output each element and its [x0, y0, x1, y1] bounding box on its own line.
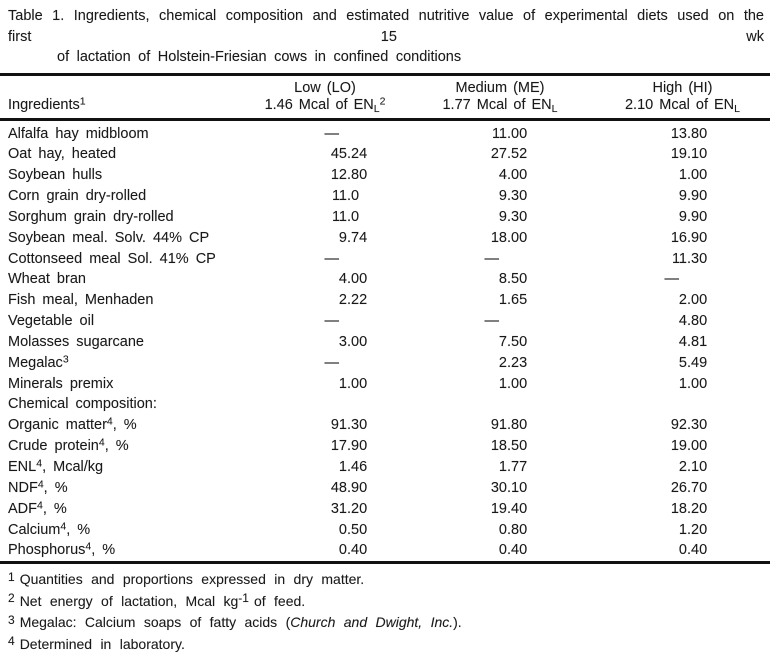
- value-cell-medium: [460, 249, 640, 270]
- value-cell-high: [640, 499, 770, 520]
- value-int-part: —: [484, 250, 499, 267]
- ingredient-cell: Cottonseed meal Sol. 41% CP: [8, 250, 216, 267]
- table-body: [0, 121, 770, 562]
- value-frac-part: .22: [347, 292, 368, 309]
- value-int-part: 1: [678, 375, 687, 392]
- value-cell-high: [640, 144, 770, 165]
- value-int-part: 0: [498, 521, 507, 538]
- ingredient-cell: Corn grain dry-rolled: [8, 188, 147, 205]
- value-cell-medium: [460, 207, 640, 228]
- value-frac-part: .50: [507, 438, 528, 455]
- value-cell-high: [640, 207, 770, 228]
- ingredient-cell: ADF$^4$, %: [8, 499, 67, 517]
- value-frac-part: .30: [507, 208, 528, 225]
- value-cell-high: [640, 165, 770, 186]
- value-frac-part: .65: [507, 292, 528, 309]
- value-cell-high: [640, 269, 770, 290]
- value-cell-low: [300, 540, 460, 561]
- value-cell-medium: [460, 394, 640, 415]
- value-cell-high: [640, 436, 770, 457]
- value-int-part: 19: [670, 438, 687, 455]
- value-cell-low: [300, 394, 460, 415]
- value-int-part: 19: [670, 146, 687, 163]
- value-int-part: —: [324, 125, 339, 142]
- value-frac-part: .50: [507, 333, 528, 350]
- value-frac-part: .00: [507, 125, 528, 142]
- value-frac-part: .90: [687, 188, 708, 205]
- ingredient-cell: Alfalfa hay midbloom: [8, 125, 149, 142]
- value-int-part: 1: [338, 375, 347, 392]
- value-frac-part: [347, 249, 460, 270]
- value-cell-low: [300, 374, 460, 395]
- table-row: [0, 144, 770, 165]
- table-row: [0, 520, 770, 541]
- table-caption: [0, 0, 770, 68]
- value-int-part: 1: [498, 459, 507, 475]
- value-frac-part: .20: [687, 500, 708, 517]
- value-int-part: 92: [670, 417, 687, 434]
- value-frac-part: .80: [507, 521, 528, 538]
- value-cell-medium: [460, 165, 640, 186]
- value-cell-low: [300, 478, 460, 499]
- footnote-1: $^1$ Quantities and proportions expressed in dry matter.: [8, 569, 365, 588]
- value-frac-part: .24: [347, 146, 368, 163]
- value-int-part: 4: [678, 333, 687, 350]
- value-cell-medium: [460, 540, 640, 561]
- table-row: [0, 124, 770, 145]
- value-frac-part: .50: [347, 521, 368, 538]
- value-cell-medium: [460, 228, 640, 249]
- value-frac-part: .40: [687, 542, 708, 559]
- value-int-part: 12: [330, 167, 347, 184]
- value-int-part: 27: [490, 146, 507, 163]
- value-int-part: 9: [678, 208, 687, 225]
- value-int-part: 26: [670, 479, 687, 496]
- footnote-3: $^3$ Megalac: Calcium soaps of fatty acids (Church and Dwight, Inc.).: [8, 612, 462, 631]
- value-cell-high: [640, 478, 770, 499]
- value-int-part: 17: [330, 438, 347, 455]
- value-int-part: 2: [678, 459, 687, 475]
- value-int-part: 18: [490, 229, 507, 246]
- value-cell-low: [300, 436, 460, 457]
- value-cell-low: [300, 499, 460, 520]
- value-frac-part: .30: [507, 188, 528, 205]
- value-frac-part: .00: [507, 375, 528, 392]
- value-int-part: 1: [678, 521, 687, 538]
- footnote-2: $^2$ Net energy of lactation, Mcal $kg^{-1}$ of feed.: [8, 591, 306, 609]
- table-row: [0, 478, 770, 499]
- value-frac-part: .00: [347, 271, 368, 288]
- value-int-part: 31: [330, 500, 347, 517]
- value-cell-low: [300, 228, 460, 249]
- value-int-part: 11: [331, 208, 347, 225]
- value-frac-part: .00: [347, 333, 368, 350]
- ingredient-cell: Chemical composition:: [8, 396, 157, 413]
- value-cell-high: [640, 228, 770, 249]
- value-frac-part: .20: [687, 521, 708, 538]
- ingredient-cell: NDF$^4$, %: [8, 478, 68, 496]
- section-row: [0, 394, 770, 415]
- value-int-part: 1: [498, 292, 507, 309]
- value-int-part: 18: [490, 438, 507, 455]
- value-frac-part: .77: [507, 459, 528, 475]
- value-cell-medium: [460, 124, 640, 145]
- value-frac-part: .52: [507, 146, 528, 163]
- value-frac-part: .80: [347, 167, 368, 184]
- value-cell-medium: [460, 499, 640, 520]
- value-int-part: 9: [498, 188, 507, 205]
- header-col-high-name: High (HI): [652, 79, 713, 96]
- value-int-part: 2: [678, 292, 687, 309]
- value-cell-medium: [460, 520, 640, 541]
- value-int-part: 45: [330, 146, 347, 163]
- header-col-medium-name: Medium (ME): [455, 79, 545, 96]
- table-row: [0, 165, 770, 186]
- table-row: [0, 415, 770, 436]
- footnotes: [0, 564, 770, 655]
- value-frac-part: .30: [687, 250, 708, 267]
- value-int-part: 91: [490, 417, 507, 434]
- value-cell-high: [640, 520, 770, 541]
- value-frac-part: .00: [507, 229, 528, 246]
- table-row: [0, 269, 770, 290]
- ingredient-cell: Organic matter$^4$, %: [8, 415, 137, 434]
- value-frac-part: .0: [347, 188, 360, 205]
- value-int-part: 19: [490, 500, 507, 517]
- value-int-part: 30: [490, 479, 507, 496]
- value-int-part: 18: [670, 500, 687, 517]
- ingredient-cell: Phosphorus$^4$, %: [8, 540, 116, 559]
- value-cell-high: [640, 457, 770, 478]
- value-int-part: 9: [338, 229, 347, 246]
- value-int-part: 8: [498, 271, 507, 288]
- value-int-part: —: [324, 313, 339, 330]
- table-row: [0, 353, 770, 374]
- value-int-part: 4: [498, 167, 507, 184]
- ingredient-cell: Fish meal, Menhaden: [8, 292, 154, 309]
- value-cell-low: [300, 269, 460, 290]
- value-int-part: 11: [671, 250, 687, 267]
- value-cell-medium: [460, 311, 640, 332]
- value-int-part: 5: [678, 354, 687, 371]
- value-cell-medium: [460, 186, 640, 207]
- value-int-part: 9: [498, 208, 507, 225]
- value-cell-medium: [460, 415, 640, 436]
- header-col-high-energy: 2.10 Mcal of $EN_L$: [624, 96, 740, 115]
- value-int-part: 2: [498, 354, 507, 371]
- table-header-row: [0, 76, 770, 118]
- value-cell-medium: [460, 332, 640, 353]
- header-col-low-energy: 1.46 Mcal of $EN_L^2$: [264, 95, 386, 115]
- value-cell-low: [300, 415, 460, 436]
- caption-line-2: of lactation of Holstein-Friesian cows in confined conditions: [57, 49, 462, 65]
- value-frac-part: [507, 249, 640, 270]
- value-cell-medium: [460, 374, 640, 395]
- value-frac-part: .90: [687, 208, 708, 225]
- value-frac-part: .70: [687, 479, 708, 496]
- value-int-part: —: [484, 313, 499, 330]
- value-frac-part: .20: [347, 500, 368, 517]
- value-int-part: 4: [678, 313, 687, 330]
- table-row: [0, 249, 770, 270]
- value-int-part: 2: [338, 292, 347, 309]
- value-frac-part: .00: [687, 167, 708, 184]
- table-row: [0, 457, 770, 478]
- value-int-part: 1: [338, 459, 347, 475]
- value-frac-part: .80: [507, 417, 528, 434]
- ingredient-cell: Minerals premix: [8, 375, 114, 392]
- value-int-part: 11: [331, 188, 347, 205]
- value-cell-low: [300, 353, 460, 374]
- value-cell-low: [300, 520, 460, 541]
- value-cell-high: [640, 186, 770, 207]
- ingredient-cell: Soybean hulls: [8, 167, 103, 184]
- value-int-part: 0: [498, 542, 507, 559]
- value-int-part: 9: [678, 188, 687, 205]
- value-frac-part: [347, 311, 460, 332]
- value-frac-part: .00: [507, 167, 528, 184]
- value-frac-part: .10: [687, 459, 708, 475]
- value-frac-part: .46: [347, 459, 368, 475]
- table-row: [0, 207, 770, 228]
- value-frac-part: .00: [687, 375, 708, 392]
- value-int-part: —: [324, 250, 339, 267]
- table-row: [0, 374, 770, 395]
- value-cell-high: [640, 415, 770, 436]
- value-frac-part: .30: [687, 417, 708, 434]
- header-col-high: [595, 80, 770, 114]
- value-frac-part: .49: [687, 354, 708, 371]
- header-ingredients: Ingredients$^1$: [8, 95, 86, 113]
- value-int-part: 3: [338, 333, 347, 350]
- value-int-part: 7: [498, 333, 507, 350]
- value-cell-medium: [460, 144, 640, 165]
- value-frac-part: .40: [507, 542, 528, 559]
- value-cell-low: [300, 165, 460, 186]
- value-int-part: 48: [330, 479, 347, 496]
- value-cell-medium: [460, 478, 640, 499]
- table-row: [0, 540, 770, 561]
- ingredient-cell: Vegetable oil: [8, 313, 95, 330]
- value-frac-part: .10: [687, 146, 708, 163]
- value-frac-part: .00: [347, 375, 368, 392]
- value-cell-high: [640, 540, 770, 561]
- table-row: [0, 186, 770, 207]
- value-frac-part: .81: [687, 333, 708, 350]
- header-col-low: [245, 80, 405, 114]
- table-row: [0, 332, 770, 353]
- ingredient-cell: Wheat bran: [8, 271, 86, 288]
- value-frac-part: [347, 124, 460, 145]
- header-col-low-name: Low (LO): [294, 79, 356, 96]
- value-frac-part: .30: [347, 417, 368, 434]
- value-frac-part: [507, 311, 640, 332]
- ingredient-cell: Sorghum grain dry-rolled: [8, 208, 174, 225]
- value-cell-high: [640, 249, 770, 270]
- ingredient-cell: Megalac$^3$: [8, 353, 69, 371]
- ingredient-cell: Crude protein$^4$, %: [8, 436, 129, 455]
- value-frac-part: .0: [347, 208, 360, 225]
- value-int-part: 0: [338, 521, 347, 538]
- value-cell-low: [300, 457, 460, 478]
- value-cell-high: [640, 290, 770, 311]
- ingredient-cell: Molasses sugarcane: [8, 333, 144, 350]
- footnote-4: $^4$ Determined in laboratory.: [8, 634, 185, 652]
- value-frac-part: [347, 353, 460, 374]
- value-cell-low: [300, 186, 460, 207]
- value-int-part: 4: [338, 271, 347, 288]
- value-frac-part: .74: [347, 229, 368, 246]
- value-cell-medium: [460, 436, 640, 457]
- value-int-part: 11: [491, 125, 507, 142]
- caption-line-1: Table 1. Ingredients, chemical composition and estimated nutritive value of experimental diets used on the first 15 wk: [8, 8, 764, 45]
- value-cell-high: [640, 332, 770, 353]
- header-col-medium: [405, 80, 595, 114]
- value-int-part: 13: [670, 125, 687, 142]
- value-frac-part: .40: [507, 500, 528, 517]
- value-cell-high: [640, 353, 770, 374]
- value-cell-low: [300, 311, 460, 332]
- value-cell-low: [300, 144, 460, 165]
- value-cell-high: [640, 374, 770, 395]
- value-frac-part: .40: [347, 542, 368, 559]
- value-int-part: 91: [330, 417, 347, 434]
- value-frac-part: .90: [687, 229, 708, 246]
- ingredient-cell: ENL$^4$, Mcal/kg: [8, 457, 104, 475]
- value-cell-low: [300, 290, 460, 311]
- value-cell-medium: [460, 290, 640, 311]
- value-int-part: —: [664, 271, 679, 288]
- table-row: [0, 311, 770, 332]
- value-frac-part: .23: [507, 354, 528, 371]
- value-cell-medium: [460, 353, 640, 374]
- value-frac-part: .90: [347, 438, 368, 455]
- value-cell-low: [300, 332, 460, 353]
- value-frac-part: .00: [687, 292, 708, 309]
- value-frac-part: .00: [687, 438, 708, 455]
- value-cell-low: [300, 207, 460, 228]
- value-int-part: 0: [678, 542, 687, 559]
- table-row: [0, 499, 770, 520]
- value-cell-medium: [460, 457, 640, 478]
- value-cell-high: [640, 394, 770, 415]
- table-row: [0, 228, 770, 249]
- value-int-part: —: [324, 354, 339, 371]
- value-frac-part: .80: [687, 125, 708, 142]
- value-cell-low: [300, 124, 460, 145]
- value-frac-part: .50: [507, 271, 528, 288]
- value-frac-part: .90: [347, 479, 368, 496]
- ingredient-cell: Soybean meal. Solv. 44% CP: [8, 229, 210, 246]
- value-cell-high: [640, 311, 770, 332]
- ingredient-cell: Oat hay, heated: [8, 146, 117, 163]
- value-int-part: 16: [670, 229, 687, 246]
- table-row: [0, 436, 770, 457]
- header-col-medium-energy: 1.77 Mcal of $EN_L$: [442, 96, 558, 115]
- value-int-part: 1: [498, 375, 507, 392]
- value-int-part: 0: [338, 542, 347, 559]
- value-cell-low: [300, 249, 460, 270]
- table-row: [0, 290, 770, 311]
- ingredient-cell: Calcium$^4$, %: [8, 520, 91, 538]
- value-int-part: 1: [678, 167, 687, 184]
- value-cell-high: [640, 124, 770, 145]
- value-cell-medium: [460, 269, 640, 290]
- value-frac-part: .80: [687, 313, 708, 330]
- value-frac-part: .10: [507, 479, 528, 496]
- value-frac-part: [687, 269, 770, 290]
